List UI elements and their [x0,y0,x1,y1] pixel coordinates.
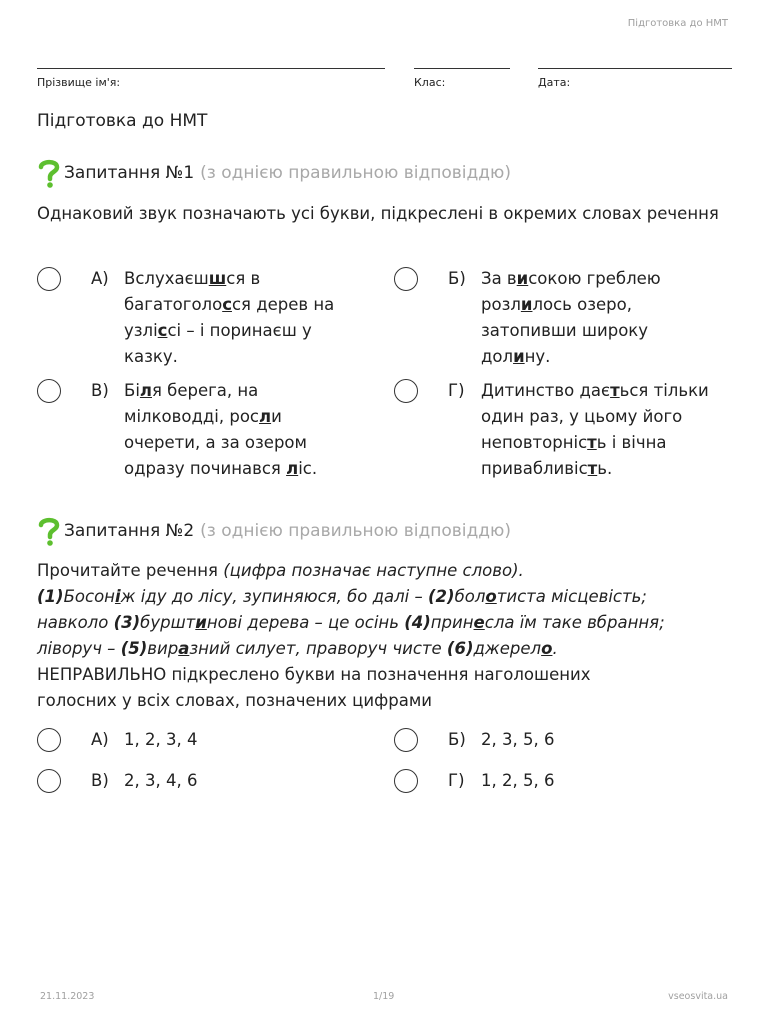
underlined-letter: и [520,295,533,314]
option-text-line: долину. [481,347,551,366]
underlined-letter: т [587,433,597,452]
class-line [414,68,510,69]
option-letter: В) [91,381,109,400]
underlined-letter: е [473,613,485,632]
sentence-text: прин [430,613,474,632]
sentence-text: . [552,639,558,658]
option-text [124,266,334,370]
question-2-hint: (з однією правильною відповіддю) [200,521,511,541]
word-number: (5) [120,639,148,658]
sentence-text: навколо [37,613,114,632]
option-text-line: Дитинство дається тільки [481,381,709,400]
sentence-text: ліворуч – [37,639,121,658]
sentence-text: Босон [63,587,115,606]
word-number: (2) [427,587,455,606]
option-letter: Б) [448,269,466,288]
option-text-line: очерети, а за озером [124,433,307,452]
underlined-letter: ш [208,269,227,288]
word-number: (3) [113,613,141,632]
underlined-letter: л [259,407,272,426]
word-number: (4) [404,613,431,632]
radio-button[interactable] [394,379,418,403]
option-text: 2, 3, 4, 6 [124,771,198,790]
option-text [124,378,317,482]
q2-option-a[interactable] [37,727,337,753]
question-mark-icon [37,158,61,188]
question-2-sentence-line [37,610,737,636]
option-text-line: неповторність і вічна [481,433,667,452]
option-text-line: За високою греблею [481,269,661,288]
word-number: (6) [446,639,474,658]
document-title: Підготовка до НМТ [37,111,208,131]
name-line [37,68,385,69]
sentence-text: сла їм таке вбрання; [484,613,665,632]
question-2-tail: НЕПРАВИЛЬНО підкреслено букви на позначення наголошених [37,665,591,684]
footer-page: 1/19 [373,991,395,1002]
sentence-text: бол [454,587,486,606]
underlined-letter: л [139,381,152,400]
question-2-intro-note: (цифра позначає наступне слово). [223,561,524,580]
underlined-letter: а [178,639,190,658]
q2-option-b[interactable] [394,727,694,753]
sentence-text: джерел [473,639,542,658]
underlined-letter: і [114,587,121,606]
underlined-letter: с [157,321,168,340]
option-text-line: узліссі – і поринаєш у [124,321,312,340]
q2-option-d[interactable] [394,768,694,794]
question-2-label: Запитання №2 [64,521,195,541]
footer-date: 21.11.2023 [40,991,95,1002]
option-text [481,266,661,370]
option-text [481,378,709,482]
name-label: Прізвище ім'я: [37,76,121,89]
underlined-letter: и [513,347,525,366]
option-text: 1, 2, 3, 4 [124,730,198,749]
radio-button[interactable] [37,769,61,793]
class-label: Клас: [414,76,446,89]
date-line [538,68,732,69]
question-2-intro: Прочитайте речення (цифра позначає наступне слово). [37,561,524,580]
sentence-text: зний силует, праворуч чисте [189,639,447,658]
underlined-letter: и [516,269,529,288]
option-text-line: казку. [124,347,178,366]
underlined-letter: с [222,295,232,314]
question-1-header [37,158,511,188]
radio-button[interactable] [394,769,418,793]
word-number: (1) [37,587,64,606]
question-2-sentence-line [37,584,737,610]
option-letter: А) [91,730,109,749]
option-text-line: одразу починався ліс. [124,459,318,478]
question-2-header [37,516,511,546]
question-2-tail: голосних у всіх словах, позначених цифрами [37,691,432,710]
option-text-line: мілководді, росли [124,407,282,426]
option-letter: А) [91,269,109,288]
sentence-text: буршт [140,613,196,632]
radio-button[interactable] [394,267,418,291]
underlined-letter: о [541,639,553,658]
underlined-letter: т [587,459,598,478]
option-letter: Г) [448,771,465,790]
underlined-letter: и [195,613,207,632]
option-letter: Б) [448,730,466,749]
option-text: 1, 2, 5, 6 [481,771,555,790]
sentence-text: тиста місцевість; [496,587,647,606]
question-2-text [37,558,737,714]
option-text-line: один раз, у цьому його [481,407,683,426]
sentence-text: нові дерева – це осінь [206,613,405,632]
radio-button[interactable] [37,379,61,403]
question-mark-icon [37,516,61,546]
radio-button[interactable] [37,267,61,291]
option-text-line: розлилось озеро, [481,295,632,314]
header-title: Підготовка до НМТ [627,18,728,29]
question-2-sentence-line [37,636,737,662]
underlined-letter: л [286,459,299,478]
q1-option-a[interactable] [37,266,367,370]
option-text-line: привабливість. [481,459,613,478]
sentence-text: ж іду до лісу, зупиняюся, бо далі – [120,587,428,606]
q1-option-d[interactable] [394,378,739,482]
question-1-hint: (з однією правильною відповіддю) [200,163,511,183]
footer-site: vseosvita.ua [668,991,728,1002]
underlined-letter: о [485,587,497,606]
q2-option-c[interactable] [37,768,337,794]
option-text-line: багатоголосся дерев на [124,295,335,314]
question-1-text: Однаковий звук позначають усі букви, підкреслені в окремих словах речення [37,204,719,223]
q1-option-c[interactable] [37,378,367,482]
option-text-line: Біля берега, на [124,381,259,400]
option-text-line: затопивши широку [481,321,649,340]
q1-option-b[interactable] [394,266,734,370]
option-letter: Г) [448,381,465,400]
question-1-label: Запитання №1 [64,163,195,183]
option-text-line: Вслухаєшшся в [124,269,261,288]
underlined-letter: т [610,381,620,400]
radio-button[interactable] [394,728,418,752]
option-letter: В) [91,771,109,790]
option-text: 2, 3, 5, 6 [481,730,555,749]
sentence-text: вир [147,639,179,658]
radio-button[interactable] [37,728,61,752]
date-label: Дата: [538,76,571,89]
